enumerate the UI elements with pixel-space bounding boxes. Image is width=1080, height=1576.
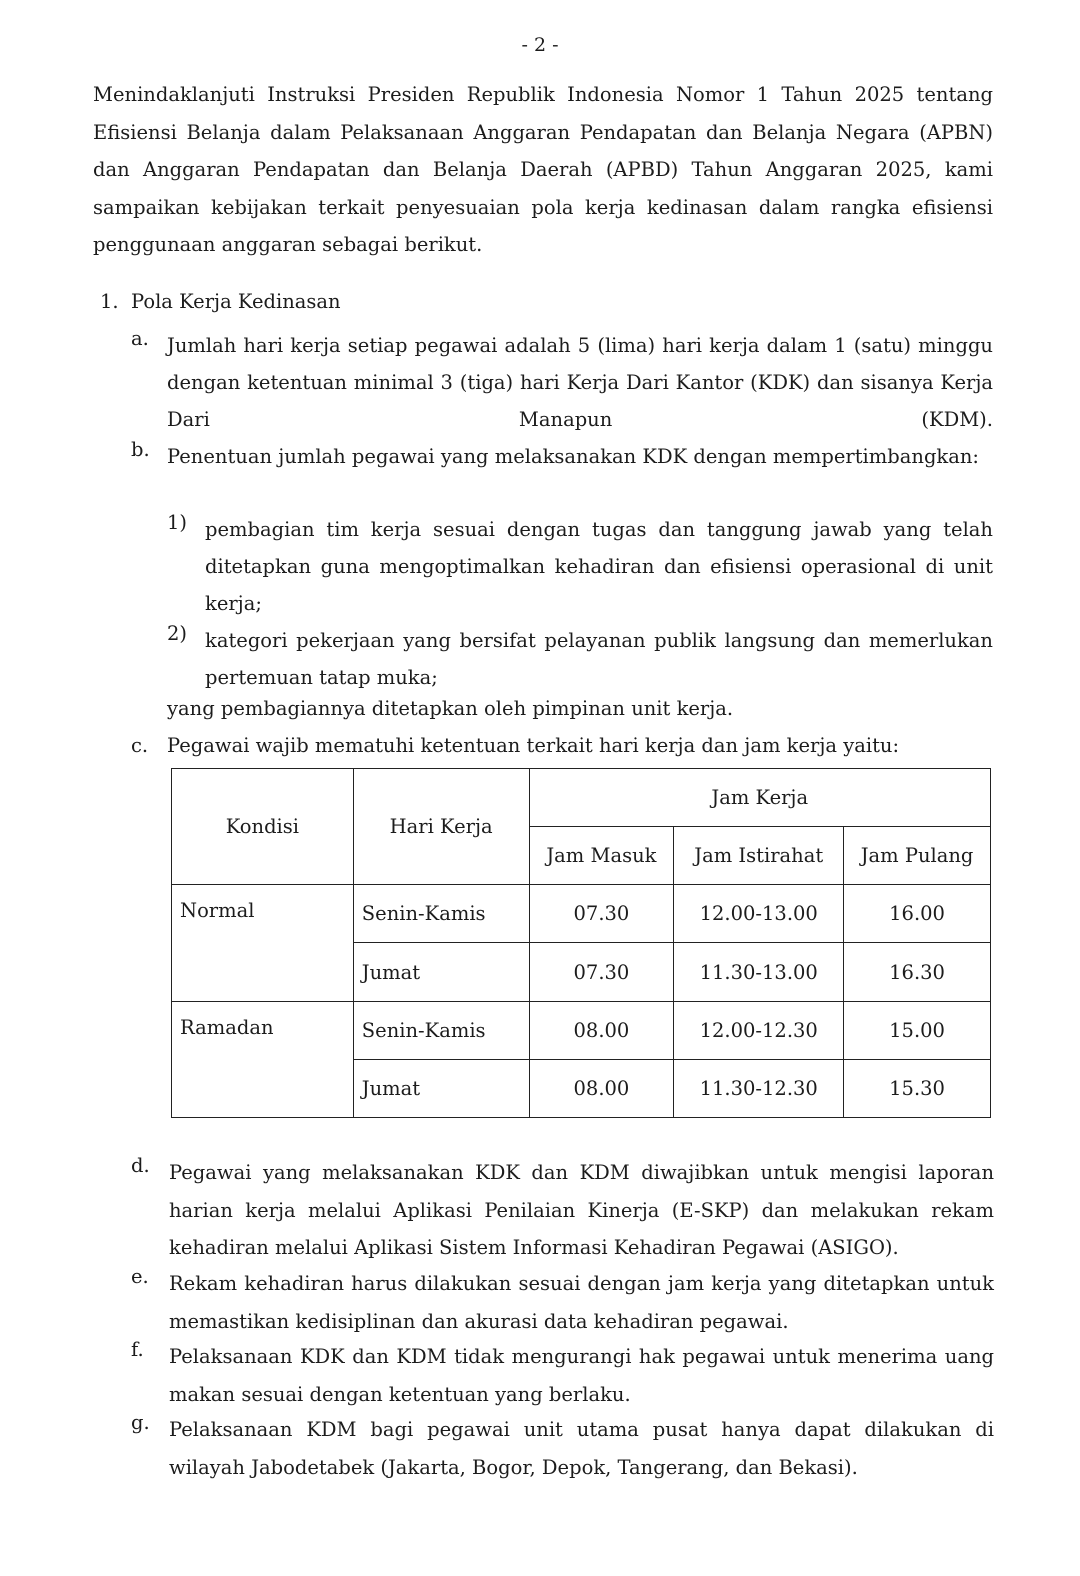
jam-pulang-cell: 15.00 bbox=[844, 1001, 991, 1059]
jam-masuk-cell: 08.00 bbox=[529, 1001, 674, 1059]
kondisi-cell: Ramadan bbox=[172, 1001, 354, 1117]
header-jam-kerja: Jam Kerja bbox=[529, 769, 990, 827]
item-g-marker: g. bbox=[131, 1411, 150, 1434]
jam-masuk-cell: 08.00 bbox=[529, 1059, 674, 1117]
item-b-sub1-marker: 1) bbox=[167, 511, 188, 534]
item-b-sub2-marker: 2) bbox=[167, 622, 188, 645]
jam-masuk-cell: 07.30 bbox=[529, 943, 674, 1001]
jam-pulang-cell: 15.30 bbox=[844, 1059, 991, 1117]
header-jam-pulang: Jam Pulang bbox=[844, 827, 991, 885]
item-e-text: Rekam kehadiran harus dilakukan sesuai dengan jam kerja yang ditetapkan untuk memastikan kedisiplinan dan akurasi data kehadiran pegawai. bbox=[169, 1272, 994, 1333]
work-hours-table bbox=[171, 768, 991, 1118]
header-hari-kerja: Hari Kerja bbox=[353, 769, 529, 885]
item-c-text: Pegawai wajib mematuhi ketentuan terkait hari kerja dan jam kerja yaitu: bbox=[167, 734, 900, 757]
kondisi-cell: Normal bbox=[172, 885, 354, 1001]
item-e-marker: e. bbox=[131, 1265, 149, 1288]
item-g-text: Pelaksanaan KDM bagi pegawai unit utama pusat hanya dapat dilakukan di wilayah Jabodetabek (Jakarta, Bogor, Depok, Tangerang, dan Bekasi). bbox=[169, 1418, 994, 1479]
page-number: - 2 - bbox=[521, 34, 559, 56]
item-b-text: Penentuan jumlah pegawai yang melaksanakan KDK dengan mempertimbangkan: bbox=[167, 445, 979, 468]
item-a-text: Jumlah hari kerja setiap pegawai adalah 5 (lima) hari kerja dalam 1 (satu) minggu dengan ketentuan minimal 3 (tiga) hari Kerja Dari Kantor (KDK) dan sisanya Kerja Dari Manapun (KDM). bbox=[167, 334, 993, 431]
header-jam-masuk: Jam Masuk bbox=[529, 827, 674, 885]
table-row bbox=[172, 885, 991, 943]
item-f-text: Pelaksanaan KDK dan KDM tidak mengurangi hak pegawai untuk menerima uang makan sesuai dengan ketentuan yang berlaku. bbox=[169, 1345, 994, 1406]
item-d-marker: d. bbox=[131, 1154, 150, 1177]
section-title: Pola Kerja Kedinasan bbox=[131, 290, 341, 313]
hari-cell: Senin-Kamis bbox=[353, 885, 529, 943]
jam-istirahat-cell: 12.00-13.00 bbox=[674, 885, 844, 943]
jam-istirahat-cell: 11.30-13.00 bbox=[674, 943, 844, 1001]
hari-cell: Jumat bbox=[353, 943, 529, 1001]
table-row bbox=[172, 1001, 991, 1059]
item-c-marker: c. bbox=[131, 734, 149, 757]
jam-pulang-cell: 16.00 bbox=[844, 885, 991, 943]
item-b-sub1-text: pembagian tim kerja sesuai dengan tugas dan tanggung jawab yang telah ditetapkan guna mengoptimalkan kehadiran dan efisiensi operasional di unit kerja; bbox=[205, 518, 993, 615]
jam-istirahat-cell: 12.00-12.30 bbox=[674, 1001, 844, 1059]
item-b-marker: b. bbox=[131, 438, 150, 461]
table-header-row bbox=[172, 769, 991, 827]
item-f-marker: f. bbox=[131, 1338, 144, 1361]
item-d-text: Pegawai yang melaksanakan KDK dan KDM diwajibkan untuk mengisi laporan harian kerja melalui Aplikasi Penilaian Kinerja (E-SKP) dan melakukan rekam kehadiran melalui Aplikasi Sistem Informasi Kehadiran Pegawai (ASIGO). bbox=[169, 1161, 994, 1259]
hari-cell: Senin-Kamis bbox=[353, 1001, 529, 1059]
jam-pulang-cell: 16.30 bbox=[844, 943, 991, 1001]
item-b-sub2-text: kategori pekerjaan yang bersifat pelayanan publik langsung dan memerlukan pertemuan tatap muka; bbox=[205, 629, 993, 689]
section-number: 1. bbox=[100, 290, 119, 313]
intro-paragraph: Menindaklanjuti Instruksi Presiden Republik Indonesia Nomor 1 Tahun 2025 tentang Efisiensi Belanja dalam Pelaksanaan Anggaran Pendapatan dan Belanja Negara (APBN) dan Anggaran Pendapatan dan Belanja Daerah (APBD) Tahun Anggaran 2025, kami sampaikan kebijakan terkait penyesuaian pola kerja kedinasan dalam rangka efisiensi penggunaan anggaran sebagai berikut. bbox=[93, 83, 993, 257]
jam-masuk-cell: 07.30 bbox=[529, 885, 674, 943]
item-a-marker: a. bbox=[131, 327, 149, 350]
header-kondisi: Kondisi bbox=[172, 769, 354, 885]
item-b-closing: yang pembagiannya ditetapkan oleh pimpinan unit kerja. bbox=[167, 697, 734, 720]
header-jam-istirahat: Jam Istirahat bbox=[674, 827, 844, 885]
hari-cell: Jumat bbox=[353, 1059, 529, 1117]
jam-istirahat-cell: 11.30-12.30 bbox=[674, 1059, 844, 1117]
